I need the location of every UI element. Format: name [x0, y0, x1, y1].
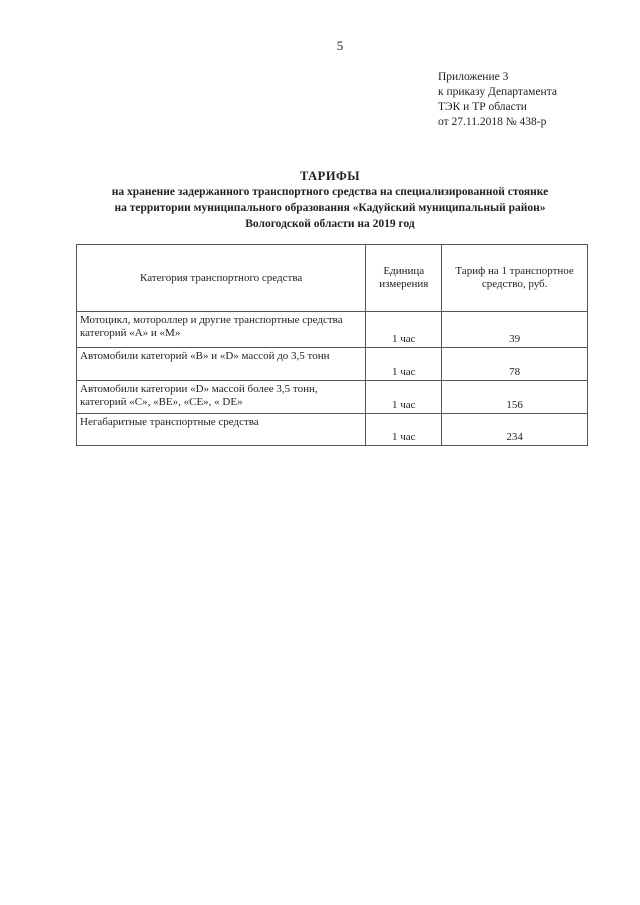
cell-tariff: 39 — [442, 312, 588, 348]
cell-unit: 1 час — [366, 348, 442, 381]
header-unit: Единица измерения — [366, 245, 442, 312]
cell-category: Негабаритные транспортные средства — [77, 414, 366, 446]
appendix-line: от 27.11.2018 № 438-р — [438, 116, 547, 128]
table-row — [77, 414, 588, 446]
title-subtitle-line: Вологодской области на 2019 год — [245, 218, 415, 230]
cell-category: Автомобили категории «D» массой более 3,5 тонн, категорий «С», «ВЕ», «СЕ», « DE» — [77, 381, 366, 414]
cell-tariff: 78 — [442, 348, 588, 381]
title-main: ТАРИФЫ — [299, 169, 361, 183]
tariffs-table — [76, 244, 588, 446]
table-header-row — [77, 245, 588, 312]
appendix-line: к приказу Департамента — [438, 86, 557, 98]
cell-tariff: 234 — [442, 414, 588, 446]
title-subtitle-line: на территории муниципального образования «Кадуйский муниципальный район» — [114, 202, 546, 214]
cell-category: Мотоцикл, мотороллер и другие транспортные средства категорий «А» и «М» — [77, 312, 366, 348]
cell-unit: 1 час — [366, 381, 442, 414]
header-tariff: Тариф на 1 транспортное средство, руб. — [442, 245, 588, 312]
appendix-line: Приложение 3 — [438, 71, 509, 83]
header-category: Категория транспортного средства — [77, 245, 366, 312]
cell-unit: 1 час — [366, 312, 442, 348]
appendix-reference — [438, 70, 557, 130]
appendix-line: ТЭК и ТР области — [438, 101, 527, 113]
page-number: 5 — [336, 38, 344, 53]
table-row — [77, 312, 588, 348]
cell-tariff: 156 — [442, 381, 588, 414]
table-row — [77, 381, 588, 414]
table-row — [77, 348, 588, 381]
cell-category: Автомобили категорий «В» и «D» массой до 3,5 тонн — [77, 348, 366, 381]
title-subtitle-line: на хранение задержанного транспортного средства на специализированной стоянке — [111, 186, 549, 198]
document-title — [60, 168, 600, 232]
cell-unit: 1 час — [366, 414, 442, 446]
